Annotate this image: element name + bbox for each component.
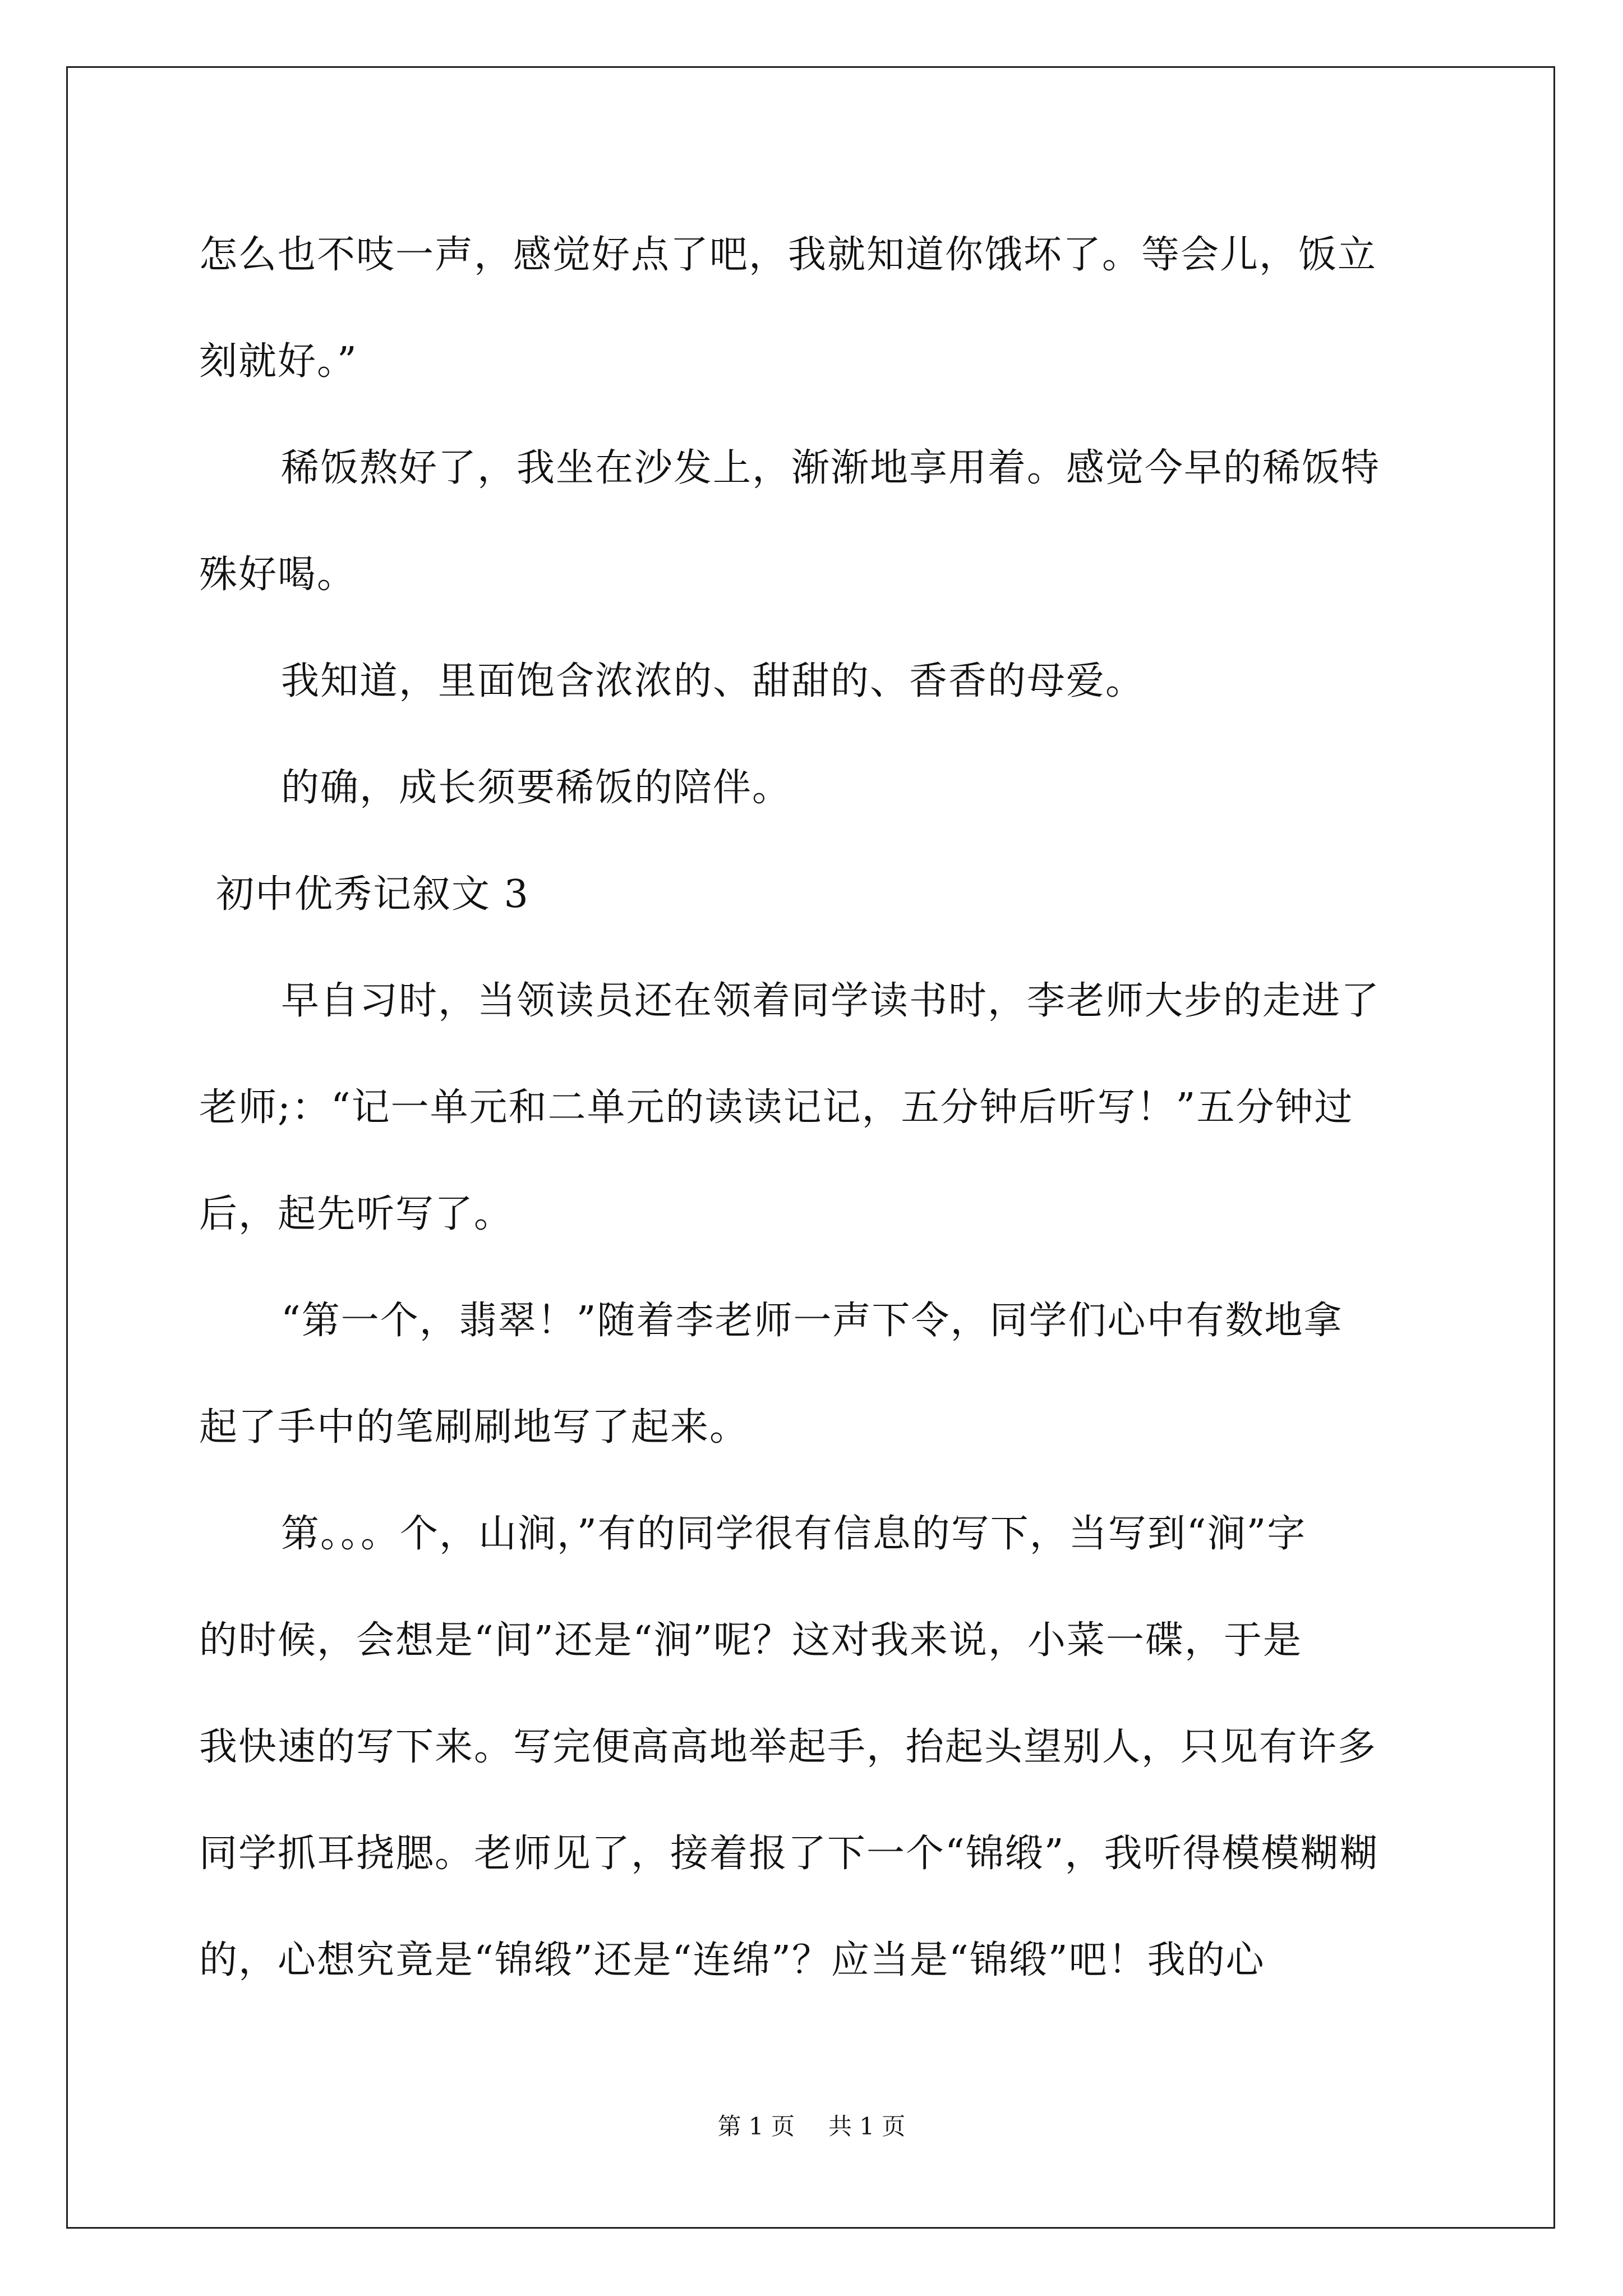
text-line: 刻就好。” [199, 339, 358, 384]
page-footer [0, 2108, 1623, 2142]
text-line: 老师;：“记一单元和二单元的读读记记，五分钟后听写！”五分钟过 [199, 1085, 1354, 1130]
text-line: 的，心想究竟是“锦缎”还是“连绵”？应当是“锦缎”吧！我的心 [199, 1938, 1265, 1982]
text-line: 怎么也不吱一声，感觉好点了吧，我就知道你饿坏了。等会儿，饭立 [199, 233, 1377, 277]
text-line: 起了手中的笔刷刷地写了起来。 [199, 1405, 749, 1450]
page-number-current: 第 1 页 [717, 2113, 795, 2140]
section-heading: 初中优秀记叙文 3 [216, 872, 529, 917]
text-line: 的确，成长须要稀饭的陪伴。 [281, 766, 792, 810]
text-line: 稀饭熬好了，我坐在沙发上，渐渐地享用着。感觉今早的稀饭特 [281, 446, 1381, 490]
text-line: 殊好喝。 [199, 553, 357, 597]
text-line: 早自习时，当领读员还在领着同学读书时，李老师大步的走进了 [281, 979, 1381, 1023]
text-line: 第。。。个，山涧，”有的同学很有信息的写下，当写到“涧”字 [281, 1512, 1307, 1556]
text-line: 的时候，会想是“间”还是“涧”呢？这对我来说，小菜一碟，于是 [199, 1618, 1303, 1663]
text-line: 同学抓耳挠腮。老师见了，接着报了下一个“锦缎”，我听得模模糊糊 [199, 1832, 1379, 1876]
document-body [199, 202, 1427, 2014]
text-line: 我快速的写下来。写完便高高地举起手，抬起头望别人，只见有许多 [199, 1725, 1377, 1769]
text-line: 我知道，里面饱含浓浓的、甜甜的、香香的母爱。 [281, 659, 1145, 703]
text-line: “第一个，翡翠！”随着李老师一声下令，同学们心中有数地拿 [281, 1299, 1343, 1343]
page-number-total: 共 1 页 [828, 2113, 906, 2140]
text-line: 后，起先听写了。 [199, 1192, 514, 1236]
